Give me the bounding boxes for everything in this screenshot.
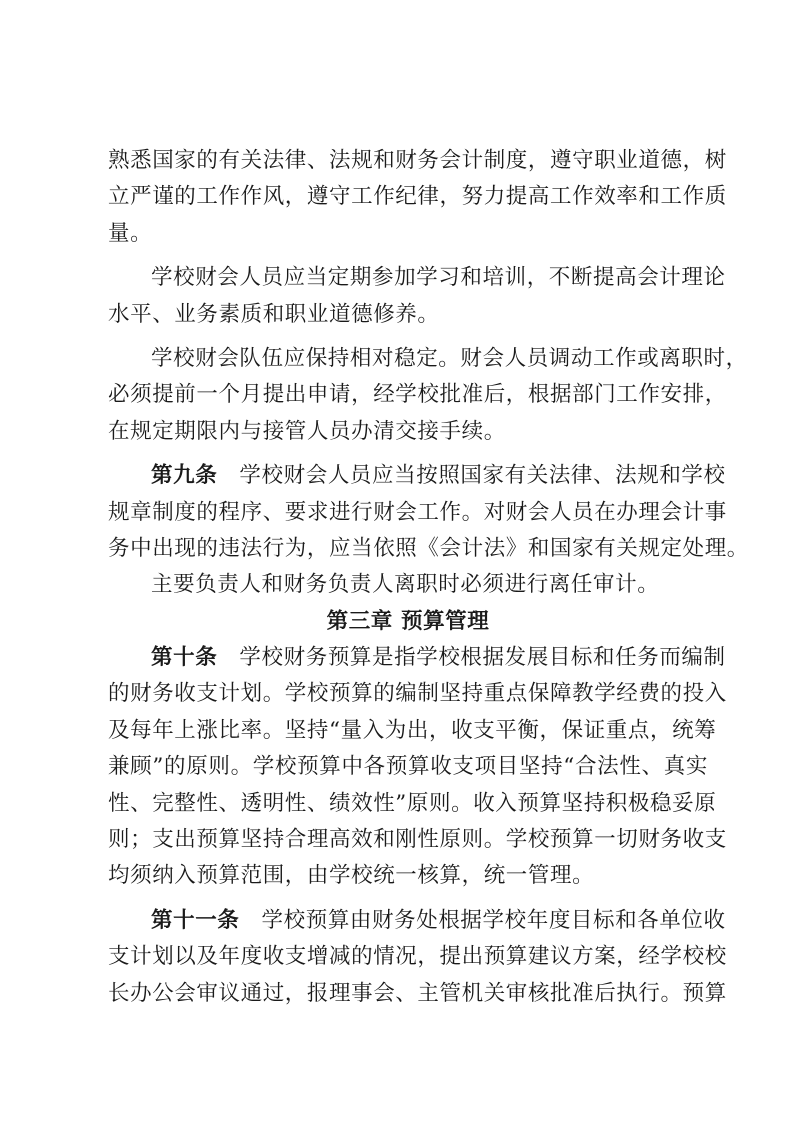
text-line: 在规定期限内与接管人员办清交接手续。 bbox=[108, 418, 506, 444]
article-label: 第九条 bbox=[151, 463, 218, 489]
text-line: 及每年上涨比率。坚持“量入为出，收支平衡，保证重点，统筹 bbox=[108, 717, 717, 743]
text-line: 主要负责人和财务负责人离职时必须进行离任审计。 bbox=[151, 572, 660, 598]
text-line: 兼顾”的原则。学校预算中各预算收支项目坚持“合法性、真实 bbox=[108, 754, 708, 780]
paragraph bbox=[108, 143, 727, 252]
article-text: 学校财务预算是指学校根据发展目标和任务而编制 bbox=[239, 645, 726, 671]
article-label: 第十一条 bbox=[151, 907, 240, 933]
text-line: 量。 bbox=[108, 220, 153, 246]
article-label: 第十条 bbox=[151, 645, 218, 671]
paragraph bbox=[108, 341, 748, 450]
text-line: 均须纳入预算范围，由学校统一核算，统一管理。 bbox=[108, 863, 595, 889]
text-line bbox=[108, 903, 726, 939]
text-line: 必须提前一个月提出申请，经学校批准后，根据部门工作安排， bbox=[108, 382, 727, 408]
chapter-heading bbox=[108, 604, 708, 640]
article-text: 学校预算由财务处根据学校年度目标和各单位收 bbox=[261, 907, 726, 933]
document-body bbox=[108, 143, 749, 1012]
text-line: 务中出现的违法行为，应当依照《会计法》和国家有关规定处理。 bbox=[108, 535, 749, 561]
text-line bbox=[108, 640, 726, 676]
chapter-title: 第三章 预算管理 bbox=[326, 608, 490, 634]
text-line: 的财务收支计划。学校预算的编制坚持重点保障教学经费的投入 bbox=[108, 681, 727, 707]
article-text: 学校财会人员应当按照国家有关法律、法规和学校 bbox=[239, 463, 726, 489]
text-line: 规章制度的程序、要求进行财会工作。对财会人员在办理会计事 bbox=[108, 499, 727, 525]
text-line: 立严谨的工作作风，遵守工作纪律，努力提高工作效率和工作质 bbox=[108, 184, 727, 210]
text-line: 熟悉国家的有关法律、法规和财务会计制度，遵守职业道德，树 bbox=[108, 148, 727, 173]
text-line: 学校财会队伍应保持相对稳定。财会人员调动工作或离职时， bbox=[151, 345, 748, 371]
text-line: 学校财会人员应当定期参加学习和培训，不断提高会计理论 bbox=[151, 265, 726, 291]
text-line: 性、完整性、透明性、绩效性”原则。收入预算坚持积极稳妥原 bbox=[108, 790, 717, 816]
article-11 bbox=[108, 903, 727, 1012]
text-line: 则；支出预算坚持合理高效和刚性原则。学校预算一切财务收支 bbox=[108, 827, 727, 853]
paragraph bbox=[108, 567, 708, 603]
article-10 bbox=[108, 640, 727, 895]
text-line: 长办公会审议通过，报理事会、主管机关审核批准后执行。预算 bbox=[108, 980, 727, 1006]
article-9 bbox=[108, 458, 749, 567]
text-line bbox=[108, 458, 726, 494]
paragraph bbox=[108, 260, 726, 333]
text-line: 支计划以及年度收支增减的情况，提出预算建议方案，经学校校 bbox=[108, 944, 727, 970]
text-line: 水平、业务素质和职业道德修养。 bbox=[108, 301, 440, 327]
